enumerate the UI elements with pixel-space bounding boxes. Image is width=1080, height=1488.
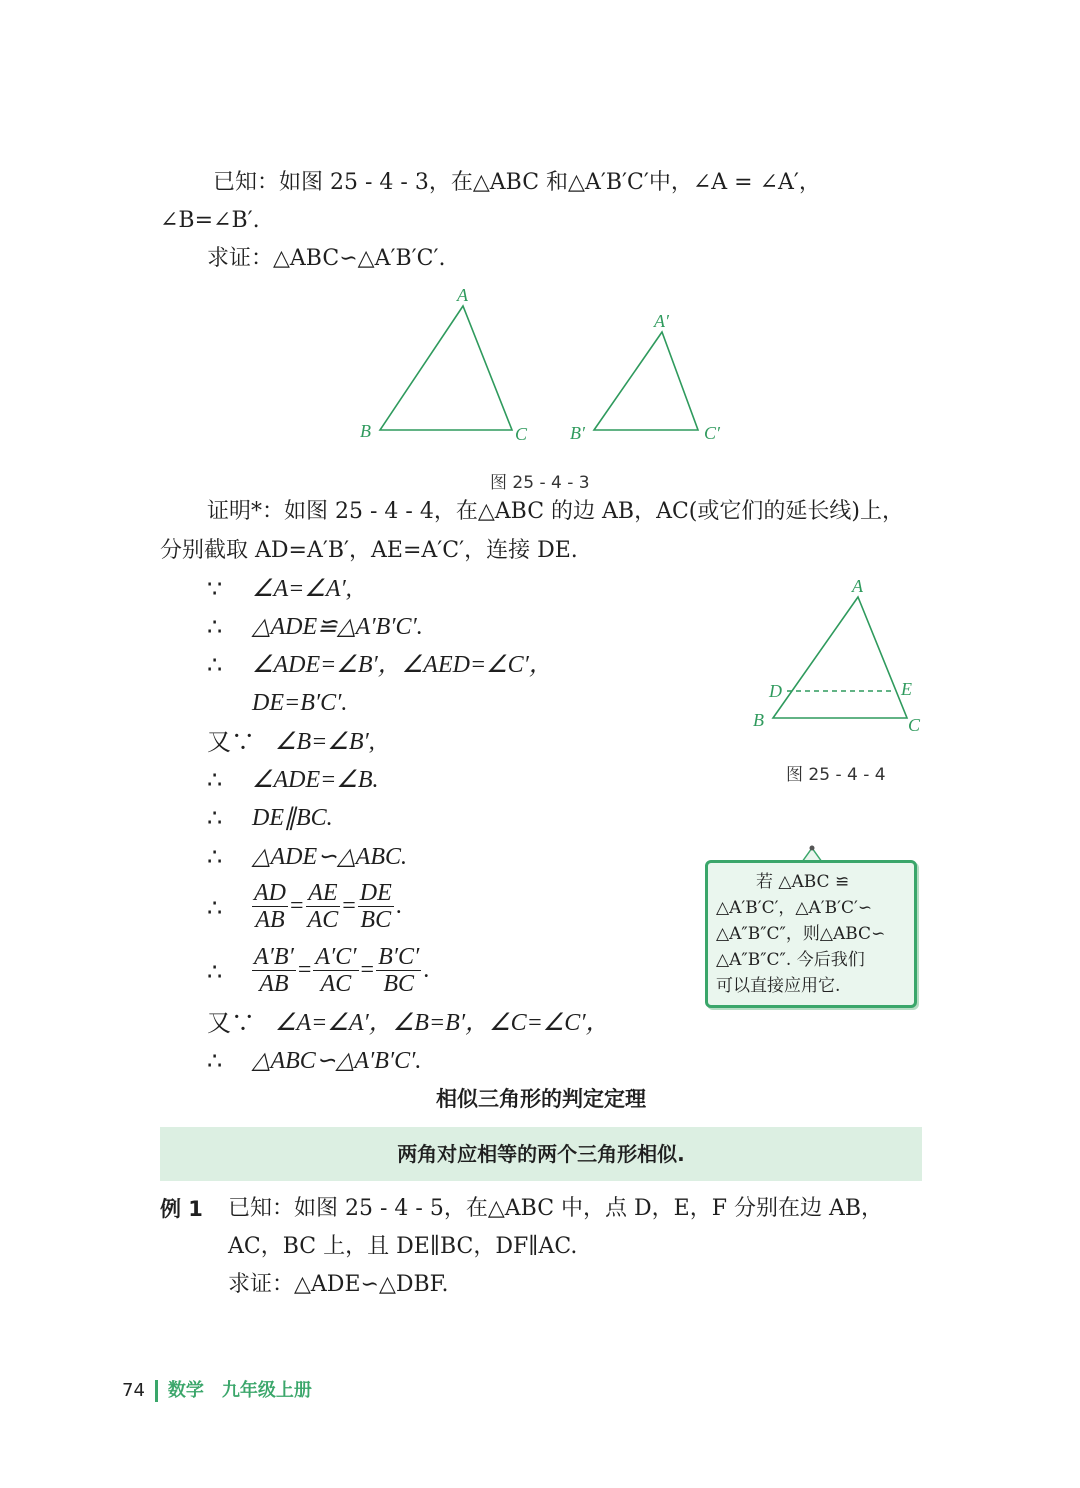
figure-25-4-3 bbox=[340, 282, 740, 452]
given-line-1: 已知：如图 25 - 4 - 3，在△ABC 和△A′B′C′中，∠A = ∠A′， bbox=[213, 170, 821, 195]
subject-name: 数学 bbox=[167, 1380, 204, 1401]
step-7: DE∥BC. bbox=[252, 805, 333, 831]
theorem-title: 相似三角形的判定定理 bbox=[436, 1087, 646, 1111]
ratio-1-n1: AD bbox=[254, 880, 286, 906]
ratio-2: $\frac{A'B'}{AB}$ = $\frac{A'C'}{AC}$ = $\frac{B'C'}{BC}$ . bbox=[254, 944, 430, 997]
example-label: 例 1 bbox=[160, 1197, 203, 1221]
example-line-2: AC，BC 上，且 DE∥BC，DF∥AC. bbox=[228, 1234, 578, 1259]
ratio-1-n2: AE bbox=[306, 880, 341, 907]
figure-caption-2: 图 25 - 4 - 4 bbox=[786, 765, 886, 785]
triangle-abc bbox=[380, 306, 512, 430]
ratio-2-n3: B′C′ bbox=[378, 944, 420, 970]
note-line-1: 若 △ABC ≌ bbox=[756, 872, 850, 892]
prove-statement: 求证：△ABC∽△A′B′C′. bbox=[207, 246, 446, 271]
ratio-2-n2: A′C′ bbox=[315, 944, 357, 970]
page-number: 74 bbox=[122, 1380, 145, 1401]
step-4: DE=B′C′. bbox=[252, 690, 348, 716]
proof-intro-line-2: 分别截取 AD=A′B′，AE=A′C′，连接 DE. bbox=[160, 538, 578, 563]
ratio-1-end: . bbox=[395, 893, 402, 919]
ratio-2-d2: AC bbox=[320, 971, 352, 997]
tail-1: ∠A=∠A′，∠B=B′，∠C=∠C′， bbox=[275, 1010, 610, 1036]
step-3: ∠ADE=∠B′，∠AED=∠C′， bbox=[252, 652, 553, 678]
tail-1-symbol: 又∵ bbox=[207, 1009, 255, 1037]
figure-caption-1: 图 25 - 4 - 3 bbox=[490, 473, 590, 493]
label-e: E bbox=[901, 679, 912, 699]
page-footer bbox=[122, 1378, 312, 1404]
label-b-prime: B′ bbox=[570, 423, 585, 443]
label-a: A bbox=[457, 285, 468, 305]
ratio-2-d3: BC bbox=[383, 971, 415, 997]
step-6: ∠ADE=∠B. bbox=[252, 767, 379, 793]
footer-divider bbox=[155, 1380, 158, 1402]
given-line-2: ∠B=∠B′. bbox=[160, 208, 260, 233]
step-8: △ADE∽△ABC. bbox=[252, 844, 408, 870]
label-a-prime: A′ bbox=[654, 311, 669, 331]
ratio-1-symbol: ∴ bbox=[207, 894, 223, 922]
note-line-2: △A′B′C′，△A′B′C′∽ bbox=[716, 898, 873, 918]
ratio-1-d2: AC bbox=[307, 907, 339, 933]
tail-2: △ABC∽△A′B′C′. bbox=[252, 1048, 422, 1074]
ratio-1-n3: DE bbox=[359, 880, 392, 906]
label-d: D bbox=[769, 681, 782, 701]
step-1-symbol: ∵ bbox=[207, 575, 223, 603]
ratio-1: $\frac{AD}{AB}$ = $\frac{AE}{AC}$ = $\frac{DE}{BC}$ . bbox=[254, 880, 402, 933]
ratio-2-end: . bbox=[423, 957, 430, 983]
ratio-2-d1: AB bbox=[259, 971, 289, 997]
side-note bbox=[705, 860, 917, 1008]
step-2-symbol: ∴ bbox=[207, 613, 223, 641]
example-prove: 求证：△ADE∽△DBF. bbox=[228, 1272, 449, 1297]
theorem-statement: 两角对应相等的两个三角形相似. bbox=[160, 1127, 922, 1181]
ratio-2-n1: A′B′ bbox=[254, 944, 294, 970]
proof-intro-line-1: 证明*：如图 25 - 4 - 4，在△ABC 的边 AB，AC(或它们的延长线)上， bbox=[207, 499, 904, 524]
label-a-2: A bbox=[852, 576, 863, 596]
note-line-4: △A″B″C″. 今后我们 bbox=[716, 950, 865, 970]
ratio-1-d1: AB bbox=[255, 907, 285, 933]
step-1: ∠A=∠A′, bbox=[252, 576, 352, 602]
ratio-2-symbol: ∴ bbox=[207, 958, 223, 986]
label-b-2: B bbox=[753, 710, 764, 730]
step-3-symbol: ∴ bbox=[207, 651, 223, 679]
label-c-prime: C′ bbox=[704, 423, 720, 443]
step-2: △ADE≌△A′B′C′. bbox=[252, 614, 423, 640]
step-5-symbol: 又∵ bbox=[207, 728, 255, 756]
book-name: 九年级上册 bbox=[221, 1380, 312, 1401]
example-line-1: 已知：如图 25 - 4 - 5，在△ABC 中，点 D，E，F 分别在边 AB， bbox=[228, 1196, 884, 1221]
label-c-2: C bbox=[908, 715, 921, 735]
step-8-symbol: ∴ bbox=[207, 843, 223, 871]
note-line-5: 可以直接应用它. bbox=[716, 976, 841, 996]
ratio-1-d3: BC bbox=[360, 907, 392, 933]
label-c: C bbox=[515, 424, 528, 444]
step-5: ∠B=∠B′, bbox=[275, 729, 375, 755]
note-line-3: △A″B″C″，则△ABC∽ bbox=[716, 924, 886, 944]
step-7-symbol: ∴ bbox=[207, 804, 223, 832]
label-b: B bbox=[360, 421, 371, 441]
triangle-abc-2 bbox=[773, 597, 907, 718]
tail-2-symbol: ∴ bbox=[207, 1047, 223, 1075]
figure-25-4-4 bbox=[745, 570, 935, 740]
triangle-a-prime bbox=[594, 332, 698, 430]
step-6-symbol: ∴ bbox=[207, 766, 223, 794]
